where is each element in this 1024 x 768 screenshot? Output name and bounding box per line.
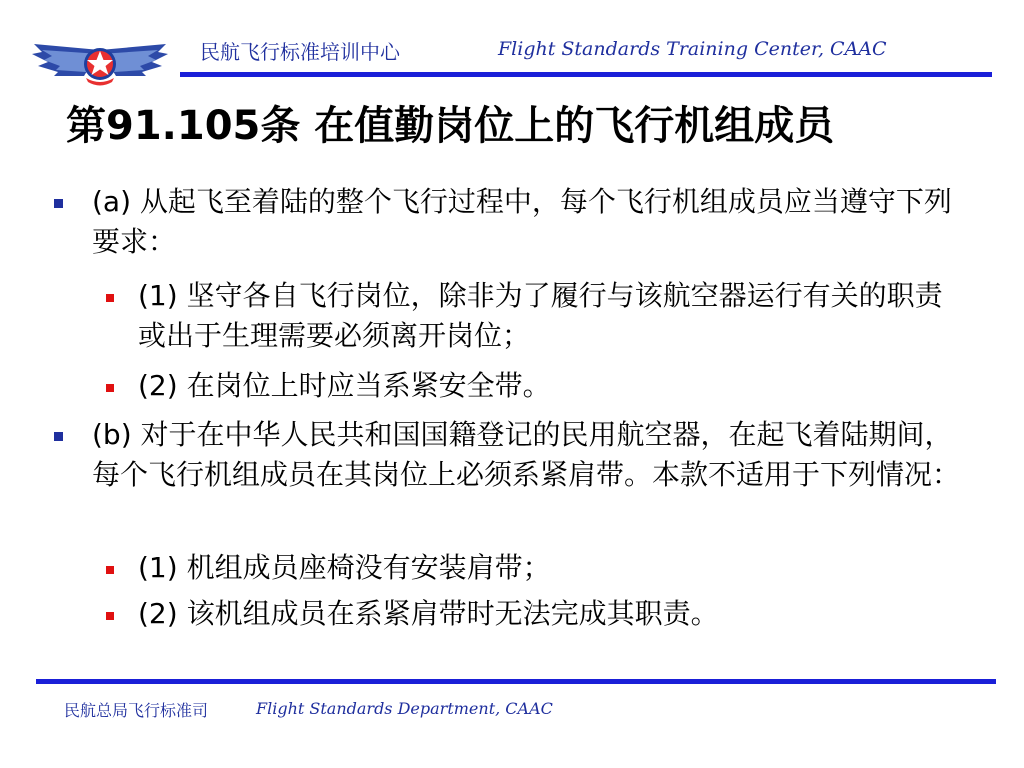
slide-title: 第91.105条 在值勤岗位上的飞行机组成员 bbox=[66, 103, 835, 149]
header-org-cn: 民航飞行标准培训中心 bbox=[200, 40, 400, 64]
bullet-square-icon bbox=[106, 294, 114, 302]
bullet-square-icon bbox=[106, 566, 114, 574]
list-item-text: (a) 从起飞至着陆的整个飞行过程中，每个飞行机组成员应当遵守下列要求： bbox=[92, 185, 952, 258]
bullet-square-icon bbox=[106, 384, 114, 392]
list-item-text: (1) 机组成员座椅没有安装肩带； bbox=[138, 551, 551, 584]
list-item-text: (b) 对于在中华人民共和国国籍登记的民用航空器，在起飞着陆期间，每个飞行机组成员在其岗位上必须系紧肩带。本款不适用于下列情况： bbox=[92, 418, 961, 491]
list-item-b2 bbox=[138, 594, 968, 634]
bullet-square-icon bbox=[54, 432, 63, 441]
footer-dept-cn: 民航总局飞行标准司 bbox=[64, 701, 209, 720]
bullet-square-icon bbox=[54, 199, 63, 208]
footer-divider bbox=[36, 679, 996, 684]
list-item-a1 bbox=[138, 276, 968, 356]
list-item-a2 bbox=[138, 366, 968, 406]
list-item-a bbox=[92, 182, 972, 262]
footer-dept-en: Flight Standards Department, CAAC bbox=[256, 699, 553, 718]
bullet-square-icon bbox=[106, 612, 114, 620]
list-item-b bbox=[92, 415, 972, 495]
list-item-text: (1) 坚守各自飞行岗位，除非为了履行与该航空器运行有关的职责或出于生理需要必须离开岗位； bbox=[138, 279, 943, 352]
list-item-text: (2) 该机组成员在系紧肩带时无法完成其职责。 bbox=[138, 597, 719, 630]
list-item-text: (2) 在岗位上时应当系紧安全带。 bbox=[138, 369, 551, 402]
header-org-en: Flight Standards Training Center, CAAC bbox=[498, 38, 887, 60]
list-item-b1 bbox=[138, 548, 968, 588]
